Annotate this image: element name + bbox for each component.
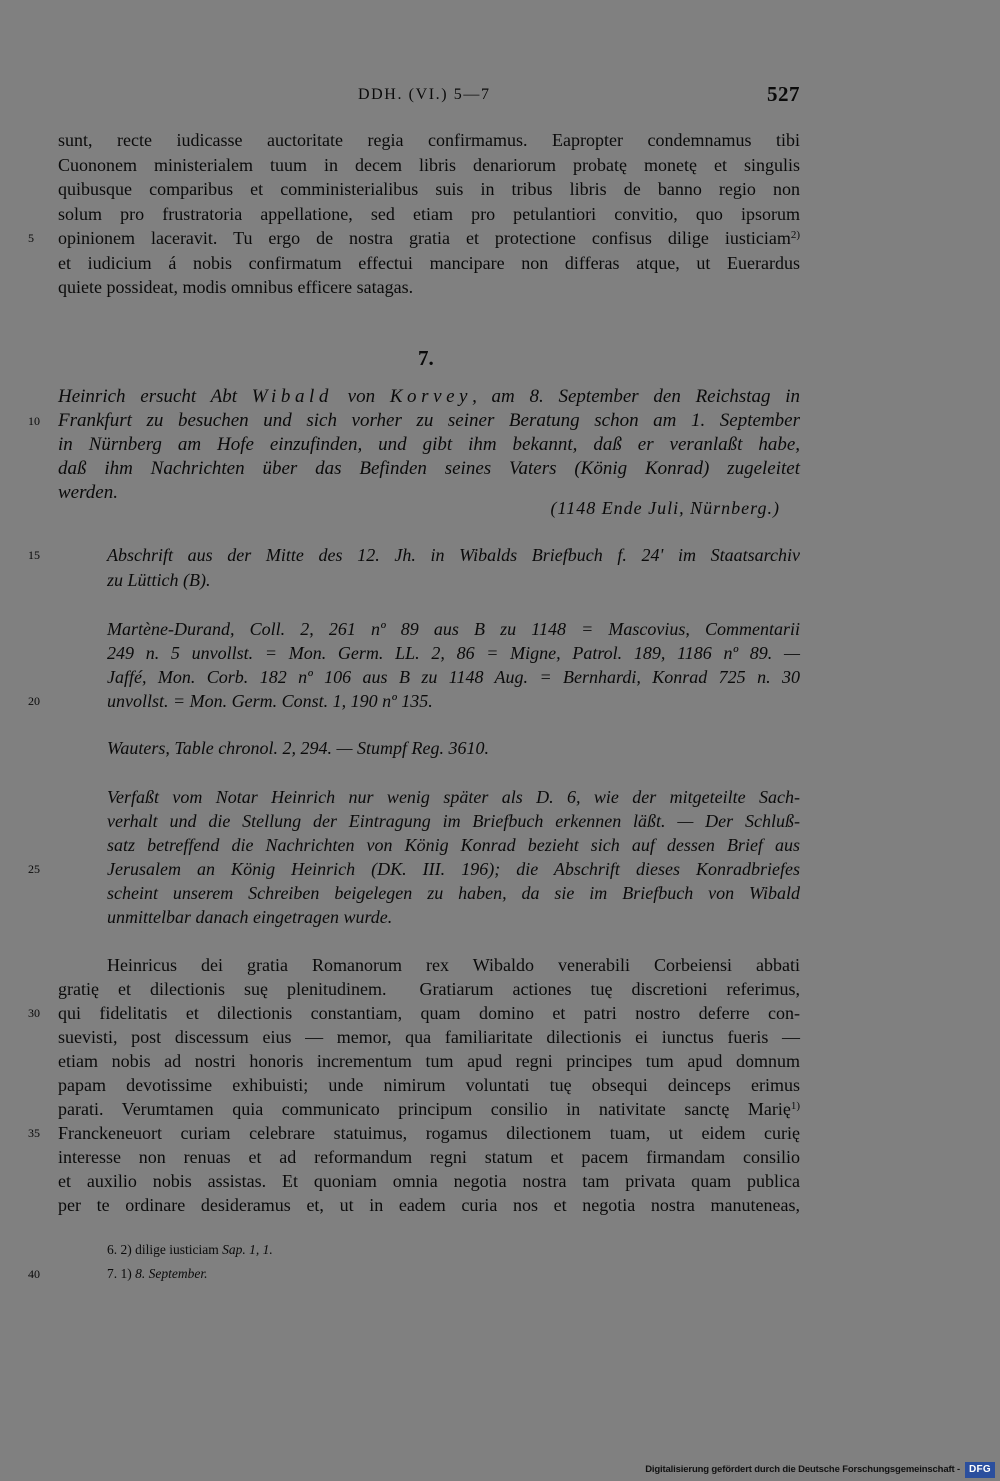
prev-document-text bbox=[28, 128, 800, 300]
line-number: 5 bbox=[28, 231, 34, 245]
line-text: sunt, recte iudicasse auctoritate regia confirmamus. Eapropter condemnamus tibi bbox=[58, 130, 800, 150]
regest-line bbox=[58, 433, 800, 457]
text-line bbox=[107, 785, 800, 809]
text-line bbox=[58, 1049, 800, 1073]
line-text: 249 n. 5 unvollst. = Mon. Germ. LL. 2, 86 = Migne, Patrol. 189, 1186 nº 89. — bbox=[107, 643, 800, 663]
line-text: daß ihm Nachrichten über das Befinden seines Vaters (König Konrad) zugeleitet bbox=[58, 458, 800, 479]
line-text: in Nürnberg am Hofe einzufinden, und gibt ihm bekannt, daß er veranlaßt habe, bbox=[58, 434, 800, 455]
line-text: qui fidelitatis et dilectionis constantiam, quam domino et patri nostro deferre con- bbox=[58, 1003, 800, 1023]
text-line bbox=[58, 1169, 800, 1193]
line-text: Cuononem ministerialem tuum in decem libris denariorum probatę monetę et singulis bbox=[58, 154, 800, 175]
text-line bbox=[58, 177, 800, 202]
line-text: Franckeneuort curiam celebrare statuimus, rogamus dilectionem tuam, ut eidem curię bbox=[58, 1123, 800, 1143]
text-line bbox=[58, 1025, 800, 1049]
text-line bbox=[58, 1193, 800, 1217]
line-text: zu Lüttich (B). bbox=[107, 570, 211, 590]
commentary-note bbox=[28, 785, 800, 929]
text-line bbox=[28, 1001, 800, 1025]
line-number: 20 bbox=[28, 694, 40, 708]
text-line bbox=[107, 568, 800, 592]
footnote-label: 6. 2) bbox=[107, 1242, 136, 1257]
line-text: etiam nobis ad nostri honoris incrementum tum apud regni principes tum apud domnum bbox=[58, 1051, 800, 1071]
line-text: Abschrift aus der Mitte des 12. Jh. in Wibalds Briefbuch f. 24' im Staatsarchiv bbox=[107, 545, 800, 565]
text-line bbox=[107, 833, 800, 857]
document-text bbox=[28, 953, 801, 1217]
text-line bbox=[28, 1121, 800, 1145]
line-text: quibusque comparibus et comministerialibus suis in tribus libris de banno regio non bbox=[58, 179, 800, 199]
text-line bbox=[107, 736, 800, 760]
line-text: suevisti, post discessum eius — memor, qua familiaritate dilectionis ei iunctus fueris — bbox=[58, 1027, 800, 1047]
line-text: scheint unserem Schreiben beigelegen zu haben, da sie im Briefbuch von Wibald bbox=[107, 883, 800, 903]
text-line bbox=[28, 857, 800, 881]
footnote-marker: 1) bbox=[790, 1100, 800, 1112]
line-text: unvollst. = Mon. Germ. Const. 1, 190 nº 135. bbox=[107, 691, 433, 711]
tradition-note bbox=[28, 543, 800, 592]
page-number: 527 bbox=[767, 82, 800, 106]
line-number: 35 bbox=[28, 1126, 40, 1140]
line-text: satz betreffend die Nachrichten von König Konrad bezieht sich auf dessen Brief aus bbox=[107, 835, 800, 855]
line-text: Frankfurt zu besuchen und sich vorher zu seiner Beratung schon am 1. September bbox=[58, 410, 800, 431]
regest-line bbox=[58, 457, 800, 481]
text-line bbox=[58, 275, 800, 300]
footnote bbox=[28, 1262, 800, 1286]
line-text: Heinricus dei gratia Romanorum rex Wibaldo venerabili Corbeiensi abbati bbox=[107, 955, 800, 975]
line-text: solum pro frustratoria appellatione, sed etiam pro petulantiori convitio, quo ipsorum bbox=[58, 203, 800, 224]
text-line bbox=[107, 617, 800, 641]
line-number: 10 bbox=[28, 414, 40, 428]
text-line bbox=[107, 881, 800, 905]
line-text: opinionem laceravit. Tu ergo de nostra gratia et protectione confisus dilige iusticiam bbox=[58, 228, 791, 248]
spaced-name-wibald: Wibald bbox=[251, 386, 333, 407]
text-line bbox=[107, 641, 800, 665]
footnote-marker: 2) bbox=[790, 229, 800, 241]
line-text: werden. bbox=[58, 482, 118, 503]
line-text: quiete possideat, modis omnibus efficere satagas. bbox=[58, 277, 414, 297]
text-line bbox=[107, 905, 800, 929]
line-text: Verfaßt vom Notar Heinrich nur wenig später als D. 6, wie der mitgeteilte Sach- bbox=[107, 787, 800, 807]
footnote-reference: Sap. 1, 1. bbox=[222, 1242, 273, 1257]
text-line bbox=[58, 153, 800, 178]
line-text: papam devotissime exhibuisti; unde nimirum voluntati tuę obsequi deinceps erimus bbox=[58, 1075, 800, 1095]
line-number: 15 bbox=[28, 548, 40, 562]
line-text: Jaffé, Mon. Corb. 182 nº 106 aus B zu 1148 Aug. = Bernhardi, Konrad 725 n. 30 bbox=[107, 667, 800, 687]
text-line bbox=[58, 251, 800, 276]
line-text: Heinrich ersucht Abt bbox=[58, 386, 252, 407]
footnote-text: dilige iusticiam bbox=[135, 1242, 223, 1257]
editions-note bbox=[28, 617, 800, 713]
spaced-name-korvey: Korvey bbox=[389, 386, 473, 407]
text-line bbox=[58, 1145, 800, 1169]
footnote-label: 7. 1) bbox=[107, 1266, 136, 1281]
document-number: 7. bbox=[418, 346, 434, 370]
text-line bbox=[58, 128, 800, 153]
line-text: parati. Verumtamen quia communicato principum consilio in nativitate sanctę Marię bbox=[58, 1099, 791, 1119]
line-text: per te ordinare desideramus et, ut in eadem curia nos et negotia nostra manuteneas, bbox=[58, 1195, 800, 1215]
regest-line bbox=[28, 409, 800, 433]
text-line bbox=[28, 226, 800, 251]
text-line bbox=[28, 543, 800, 567]
line-number: 25 bbox=[28, 862, 40, 876]
line-text: verhalt und die Stellung der Eintragung im Briefbuch erkennen läßt. — Der Schluß- bbox=[107, 811, 800, 831]
text-line bbox=[58, 202, 800, 227]
line-number: 30 bbox=[28, 1006, 40, 1020]
running-title: DDH. (VI.) 5—7 bbox=[358, 86, 491, 103]
text-line bbox=[107, 809, 800, 833]
text-line bbox=[58, 1097, 800, 1121]
line-text: et iudicium á nobis confirmatum effectui mancipare non differas atque, ut Euerardus bbox=[58, 252, 800, 273]
line-text: interesse non renuas et ad reformandum regni statum et pacem firmandam consilio bbox=[58, 1147, 800, 1167]
text-line bbox=[58, 953, 800, 977]
text-line bbox=[58, 1073, 800, 1097]
footnote-reference: 8. September. bbox=[135, 1266, 208, 1281]
line-text: unmittelbar danach eingetragen wurde. bbox=[107, 907, 393, 927]
text-line bbox=[28, 689, 800, 713]
text-line bbox=[107, 665, 800, 689]
line-text: Gratiarum actiones tuę discretioni referimus, bbox=[419, 979, 801, 999]
footnotes bbox=[28, 1238, 800, 1286]
regest bbox=[28, 385, 801, 505]
dating-line: (1148 Ende Juli, Nürnberg.) bbox=[550, 498, 780, 518]
footnote bbox=[107, 1238, 800, 1262]
regesta-note bbox=[107, 736, 800, 760]
dfg-logo: DFG bbox=[965, 1462, 995, 1478]
text-line bbox=[58, 977, 800, 1001]
line-text: , am 8. September den Reichstag in bbox=[472, 386, 801, 407]
line-text: von bbox=[332, 386, 390, 407]
line-text: Jerusalem an König Heinrich (DK. III. 196); die Abschrift dieses Konradbriefes bbox=[107, 859, 800, 879]
footer-credit: Digitalisierung gefördert durch die Deutsche Forschungsgemeinschaft - bbox=[645, 1464, 960, 1475]
line-number: 40 bbox=[28, 1267, 40, 1281]
line-text: Wauters, Table chronol. 2, 294. — Stumpf Reg. 3610. bbox=[107, 738, 490, 758]
line-text: et auxilio nobis assistas. Et quoniam omnia negotia nostra tam privata quam publica bbox=[58, 1171, 800, 1191]
regest-line bbox=[58, 385, 800, 409]
line-text: Martène-Durand, Coll. 2, 261 nº 89 aus B zu 1148 = Mascovius, Commentarii bbox=[107, 619, 800, 639]
line-text: gratię et dilectionis suę plenitudinem. bbox=[58, 979, 387, 999]
